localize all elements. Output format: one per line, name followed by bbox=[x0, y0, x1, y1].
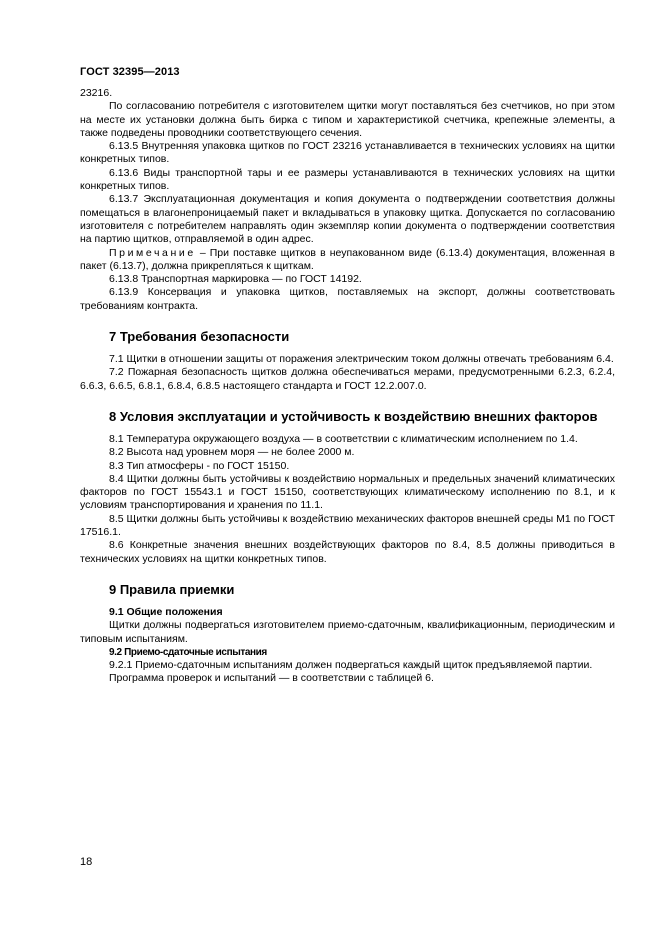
page-number: 18 bbox=[80, 856, 93, 868]
paragraph-counters: По согласованию потребителя с изготовителем щитки могут поставляться без счетчиков, но при этом на месте их установки должна быть бирка с типом и характеристикой счетчика, крепежные элементы, а также подведены проводники соответствующего сечения. bbox=[80, 100, 615, 139]
paragraph-9-2-1: 9.2.1 Приемо-сдаточным испытаниям должен подвергаться каждый щиток предъявляемой партии. bbox=[109, 659, 593, 672]
section-8-title: 8 Условия эксплуатации и устойчивость к воздействию внешних факторов bbox=[109, 408, 598, 424]
paragraph-continuation: 23216. bbox=[80, 87, 113, 99]
paragraph-6-13-9: 6.13.9 Консервация и упаковка щитков, поставляемых на экспорт, должны соответствовать требованиям контракта. bbox=[80, 286, 615, 312]
section-9-title: 9 Правила приемки bbox=[109, 581, 235, 597]
note-label: Примечание bbox=[109, 246, 196, 259]
document-body bbox=[80, 87, 615, 686]
paragraph-note bbox=[80, 247, 615, 274]
paragraph-7-1: 7.1 Щитки в отношении защиты от поражения электрическим током должны отвечать требованиям 6.4. bbox=[109, 353, 614, 366]
paragraph-8-4: 8.4 Щитки должны быть устойчивы к воздействию нормальных и предельных значений климатических факторов по ГОСТ 15543.1 и ГОСТ 15150, соответствующих климатическому исполнению по 8.1, и к условиям транспортирования и хранения по 11.1. bbox=[80, 472, 615, 512]
subsection-9-2-title: 9.2 Приемо-сдаточные испытания bbox=[109, 646, 267, 658]
paragraph-9-1: Щитки должны подвергаться изготовителем приемо-сдаточным, квалификационным, периодическим и типовым испытаниям. bbox=[80, 619, 615, 645]
note-text: – При поставке щитков в неупакованном виде (6.13.4) документация, вложенная в пакет (6.13.7), должна прикрепляться к щиткам. bbox=[80, 246, 615, 272]
paragraph-8-6: 8.6 Конкретные значения внешних воздействующих факторов по 8.4, 8.5 должны приводиться в технических условиях на щитки конкретных типов. bbox=[80, 539, 615, 565]
paragraph-8-3: 8.3 Тип атмосферы - по ГОСТ 15150. bbox=[109, 459, 290, 472]
paragraph-8-2: 8.2 Высота над уровнем моря — не более 2000 м. bbox=[109, 446, 355, 459]
paragraph-9-2-program: Программа проверок и испытаний — в соответствии с таблицей 6. bbox=[109, 672, 434, 685]
paragraph-8-5: 8.5 Щитки должны быть устойчивы к воздействию механических факторов внешней среды М1 по ГОСТ 17516.1. bbox=[80, 512, 615, 539]
document-header: ГОСТ 32395—2013 bbox=[80, 66, 180, 78]
paragraph-6-13-8: 6.13.8 Транспортная маркировка — по ГОСТ 14192. bbox=[109, 273, 362, 286]
paragraph-6-13-5: 6.13.5 Внутренняя упаковка щитков по ГОСТ 23216 устанавливается в технических условиях на щитки конкретных типов. bbox=[80, 140, 615, 166]
paragraph-6-13-7: 6.13.7 Эксплуатационная документация и копия документа о подтверждении соответствия должны помещаться в влагонепроницаемый пакет и вкладываться в упаковку щитка. Допускается по согласованию изготовителя с потребителем направлять один экземпляр копии документа о подтверждении соответствия на партию щитков, отправляемой в один адрес. bbox=[80, 193, 615, 246]
section-7-title: 7 Требования безопасности bbox=[109, 329, 290, 345]
paragraph-8-1: 8.1 Температура окружающего воздуха — в соответствии с климатическим исполнением по 1.4. bbox=[109, 432, 578, 445]
paragraph-7-2: 7.2 Пожарная безопасность щитков должна обеспечиваться мерами, предусмотренными 6.2.3, 6.2.4, 6.6.3, 6.6.5, 6.8.1, 6.8.4, 6.8.5 настоящего стандарта и ГОСТ 12.2.007.0. bbox=[80, 366, 615, 392]
subsection-9-1-title: 9.1 Общие положения bbox=[109, 605, 223, 618]
paragraph-6-13-6: 6.13.6 Виды транспортной тары и ее размеры устанавливаются в технических условиях на щитки конкретных типов. bbox=[80, 166, 615, 193]
